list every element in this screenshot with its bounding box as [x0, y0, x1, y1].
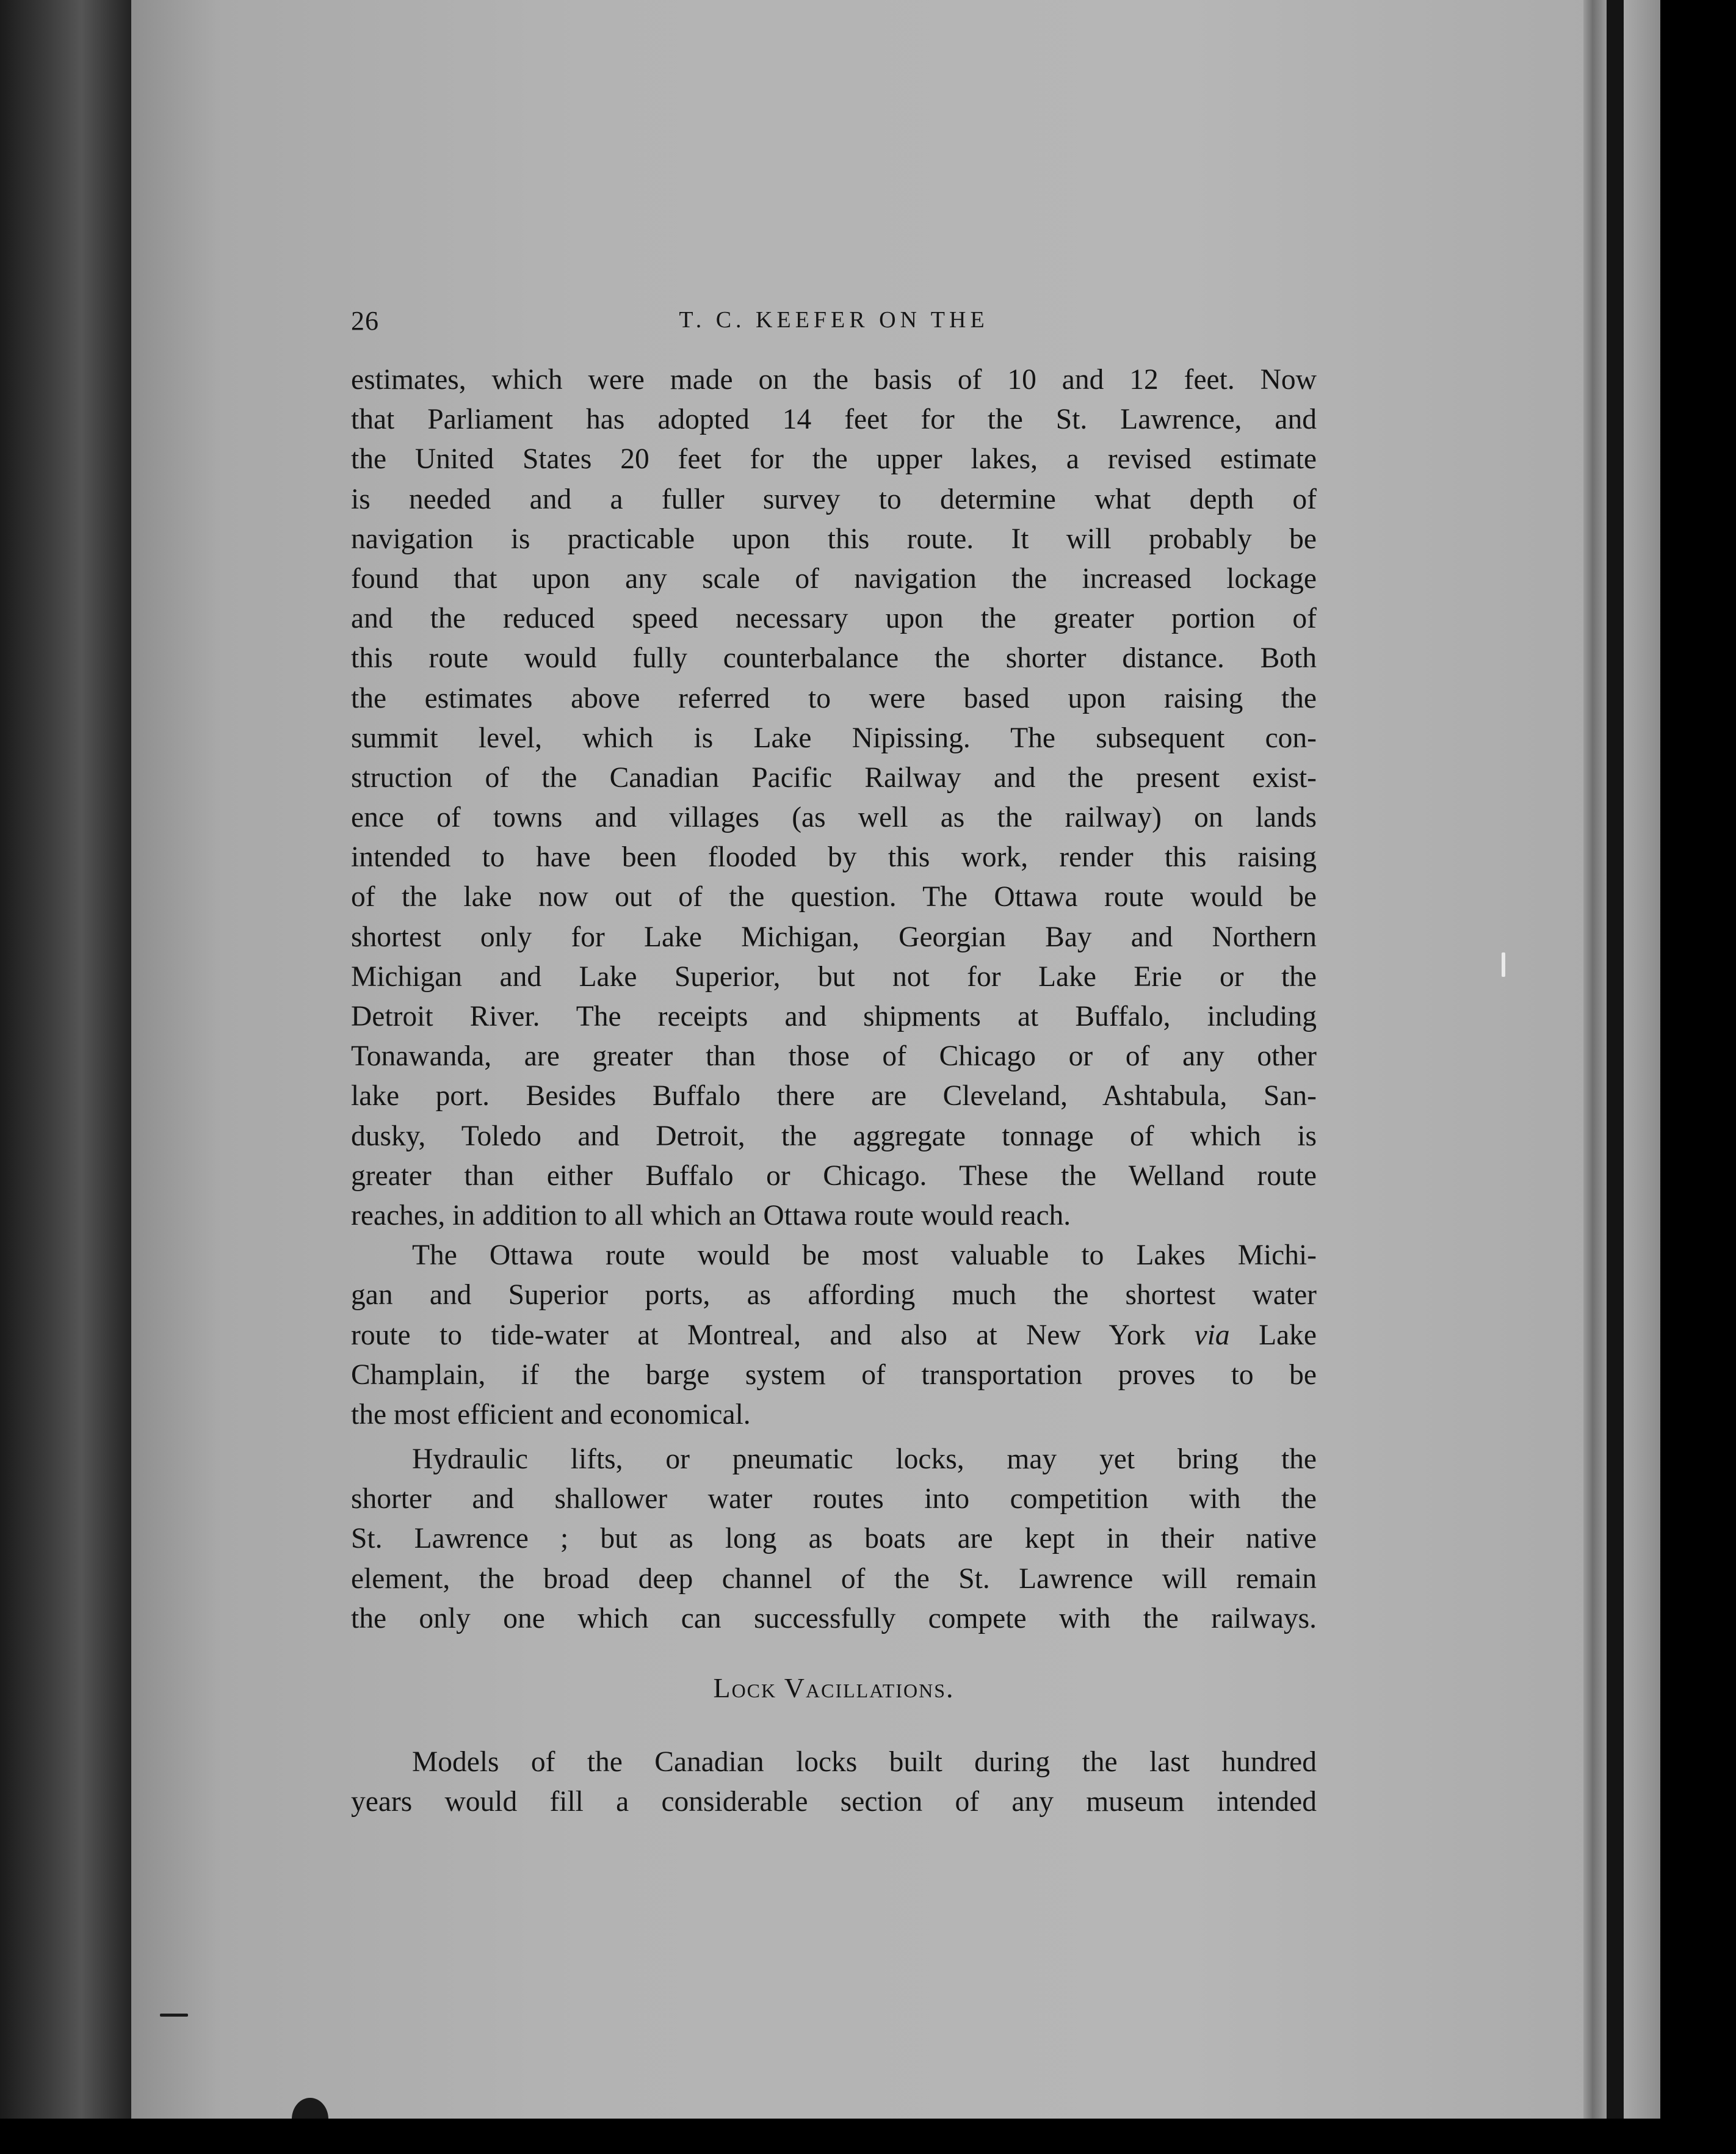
section-heading: Lock Vacillations.	[713, 1672, 955, 1703]
text-line: Champlain, if the barge system of transportation proves to be	[351, 1358, 1317, 1391]
scan-bottom-border	[0, 2119, 1736, 2154]
book-binding	[0, 0, 131, 2154]
text-line: that Parliament has adopted 14 feet for the St. Lawrence, and	[351, 404, 1317, 436]
text-line: Tonawanda, are greater than those of Chicago or of any other	[351, 1040, 1317, 1073]
text-line: greater than either Buffalo or Chicago. These the Welland route	[351, 1159, 1317, 1192]
text-line: Michigan and Lake Superior, but not for Lake Erie or the	[351, 960, 1317, 993]
page-number: 26	[351, 306, 379, 336]
text-line: Models of the Canadian locks built during the last hundred	[412, 1746, 1317, 1778]
text-line: shortest only for Lake Michigan, Georgian Bay and Northern	[351, 921, 1317, 953]
text-line: of the lake now out of the question. The Ottawa route would be	[351, 881, 1317, 913]
text-line: found that upon any scale of navigation the increased lockage	[351, 562, 1317, 595]
text-line: St. Lawrence ; but as long as boats are kept in their native	[351, 1523, 1317, 1555]
text-line: dusky, Toledo and Detroit, the aggregate tonnage of which is	[351, 1120, 1317, 1152]
page-edge	[1583, 0, 1607, 2154]
text-line: estimates, which were made on the basis of 10 and 12 feet. Now	[351, 364, 1317, 396]
text-line: The Ottawa route would be most valuable to Lakes Michi-	[412, 1239, 1317, 1272]
text-line: the only one which can successfully compete with the railways.	[351, 1602, 1317, 1634]
text-line: gan and Superior ports, as affording much the shortest water	[351, 1279, 1317, 1311]
text-line: summit level, which is Lake Nipissing. The subsequent con-	[351, 722, 1317, 754]
text-run: Lake	[1229, 1319, 1317, 1351]
scan-mark	[1502, 952, 1505, 977]
text-line: the estimates above referred to were based upon raising the	[351, 682, 1317, 714]
gutter-shadow	[1607, 0, 1624, 2154]
text-line: reaches, in addition to all which an Ottawa route would reach.	[351, 1199, 1071, 1231]
scan-border	[1660, 0, 1736, 2154]
next-page-edge	[1624, 0, 1660, 2154]
text-line: Detroit River. The receipts and shipments at Buffalo, including	[351, 1001, 1317, 1032]
running-head	[351, 305, 1317, 346]
text-line: this route would fully counterbalance the shorter distance. Both	[351, 642, 1317, 675]
scan-mark	[160, 2014, 188, 2017]
text-line: element, the broad deep channel of the St. Lawrence will remain	[351, 1562, 1317, 1595]
text-line-with-italic	[351, 1316, 1317, 1355]
text-line: shorter and shallower water routes into competition with the	[351, 1483, 1317, 1515]
text-line: and the reduced speed necessary upon the greater portion of	[351, 603, 1317, 635]
italic-word: via	[1194, 1319, 1230, 1351]
running-head-title: T. C. KEEFER ON THE	[679, 307, 989, 333]
text-line: struction of the Canadian Pacific Railway and the present exist-	[351, 761, 1317, 794]
text-run: route to tide-water at Montreal, and also at New York	[351, 1319, 1195, 1351]
text-line: navigation is practicable upon this route. It will probably be	[351, 523, 1317, 555]
text-line: is needed and a fuller survey to determine what depth of	[351, 483, 1317, 515]
text-line: the most efficient and economical.	[351, 1398, 751, 1431]
text-line: years would fill a considerable section of any museum intended	[351, 1786, 1317, 1818]
text-line: the United States 20 feet for the upper lakes, a revised estimate	[351, 443, 1317, 476]
text-line: ence of towns and villages (as well as the railway) on lands	[351, 802, 1317, 834]
text-line: Hydraulic lifts, or pneumatic locks, may yet bring the	[412, 1443, 1317, 1476]
body-text	[351, 360, 1317, 1822]
text-line: lake port. Besides Buffalo there are Cleveland, Ashtabula, San-	[351, 1080, 1317, 1112]
text-line: intended to have been flooded by this work, render this raising	[351, 841, 1317, 874]
